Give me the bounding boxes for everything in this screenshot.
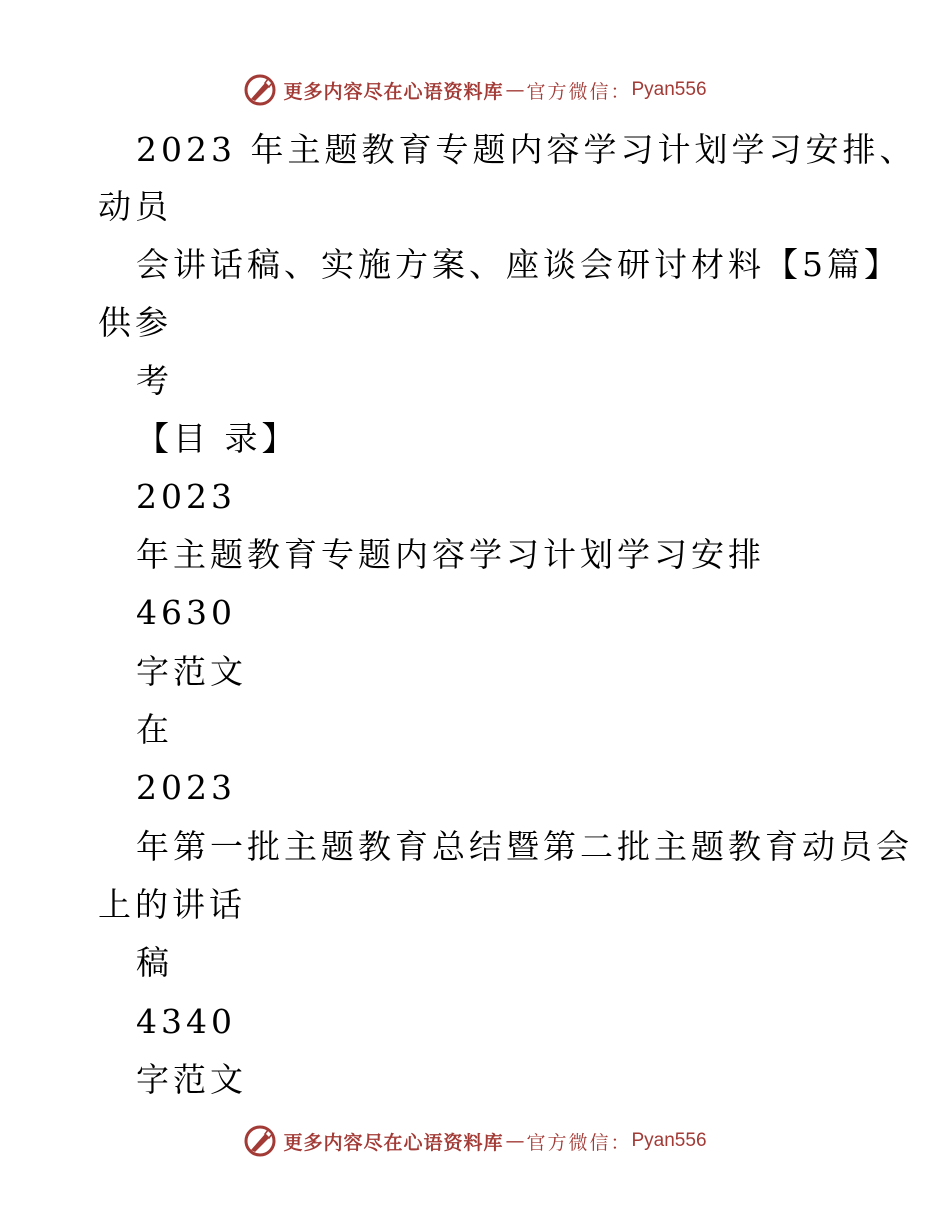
title-line-2: 动员 xyxy=(98,187,172,226)
watermark-wechat-id: Pyan556 xyxy=(631,79,707,100)
title-line-4: 供参 xyxy=(98,303,172,342)
toc-line: 上的讲话 xyxy=(98,885,246,924)
watermark-wechat-id: Pyan556 xyxy=(631,1130,707,1151)
toc-line: 年主题教育专题内容学习计划学习安排 xyxy=(136,535,765,574)
toc-heading: 【目 录】 xyxy=(136,419,299,458)
toc-line: 字范文 xyxy=(136,652,247,691)
watermark-dash: — xyxy=(505,79,525,101)
pen-logo-icon xyxy=(243,1124,277,1158)
watermark-wechat-label: 官方微信： xyxy=(526,1131,632,1154)
toc-line: 2023 xyxy=(136,768,236,807)
watermark-dash: — xyxy=(505,1130,525,1152)
toc-line: 2023 xyxy=(136,477,236,516)
toc-line: 稿 xyxy=(136,943,173,982)
watermark-text: 更多内容尽在心语资料库 xyxy=(283,80,504,103)
watermark-text: 更多内容尽在心语资料库 xyxy=(283,1131,504,1154)
toc-line: 4340 xyxy=(136,1002,236,1041)
title-line-1: 2023 年主题教育专题内容学习计划学习安排、 xyxy=(136,130,917,169)
title-line-5: 考 xyxy=(136,361,173,400)
toc-line: 字范文 xyxy=(136,1060,247,1099)
watermark-wechat-label: 官方微信： xyxy=(526,80,632,103)
toc-line: 4630 xyxy=(136,593,236,632)
toc-line: 年第一批主题教育总结暨第二批主题教育动员会 xyxy=(136,827,913,866)
title-line-3: 会讲话稿、实施方案、座谈会研讨材料【5篇】 xyxy=(136,245,901,284)
watermark-footer xyxy=(0,1123,950,1159)
toc-line: 在 xyxy=(136,710,173,749)
